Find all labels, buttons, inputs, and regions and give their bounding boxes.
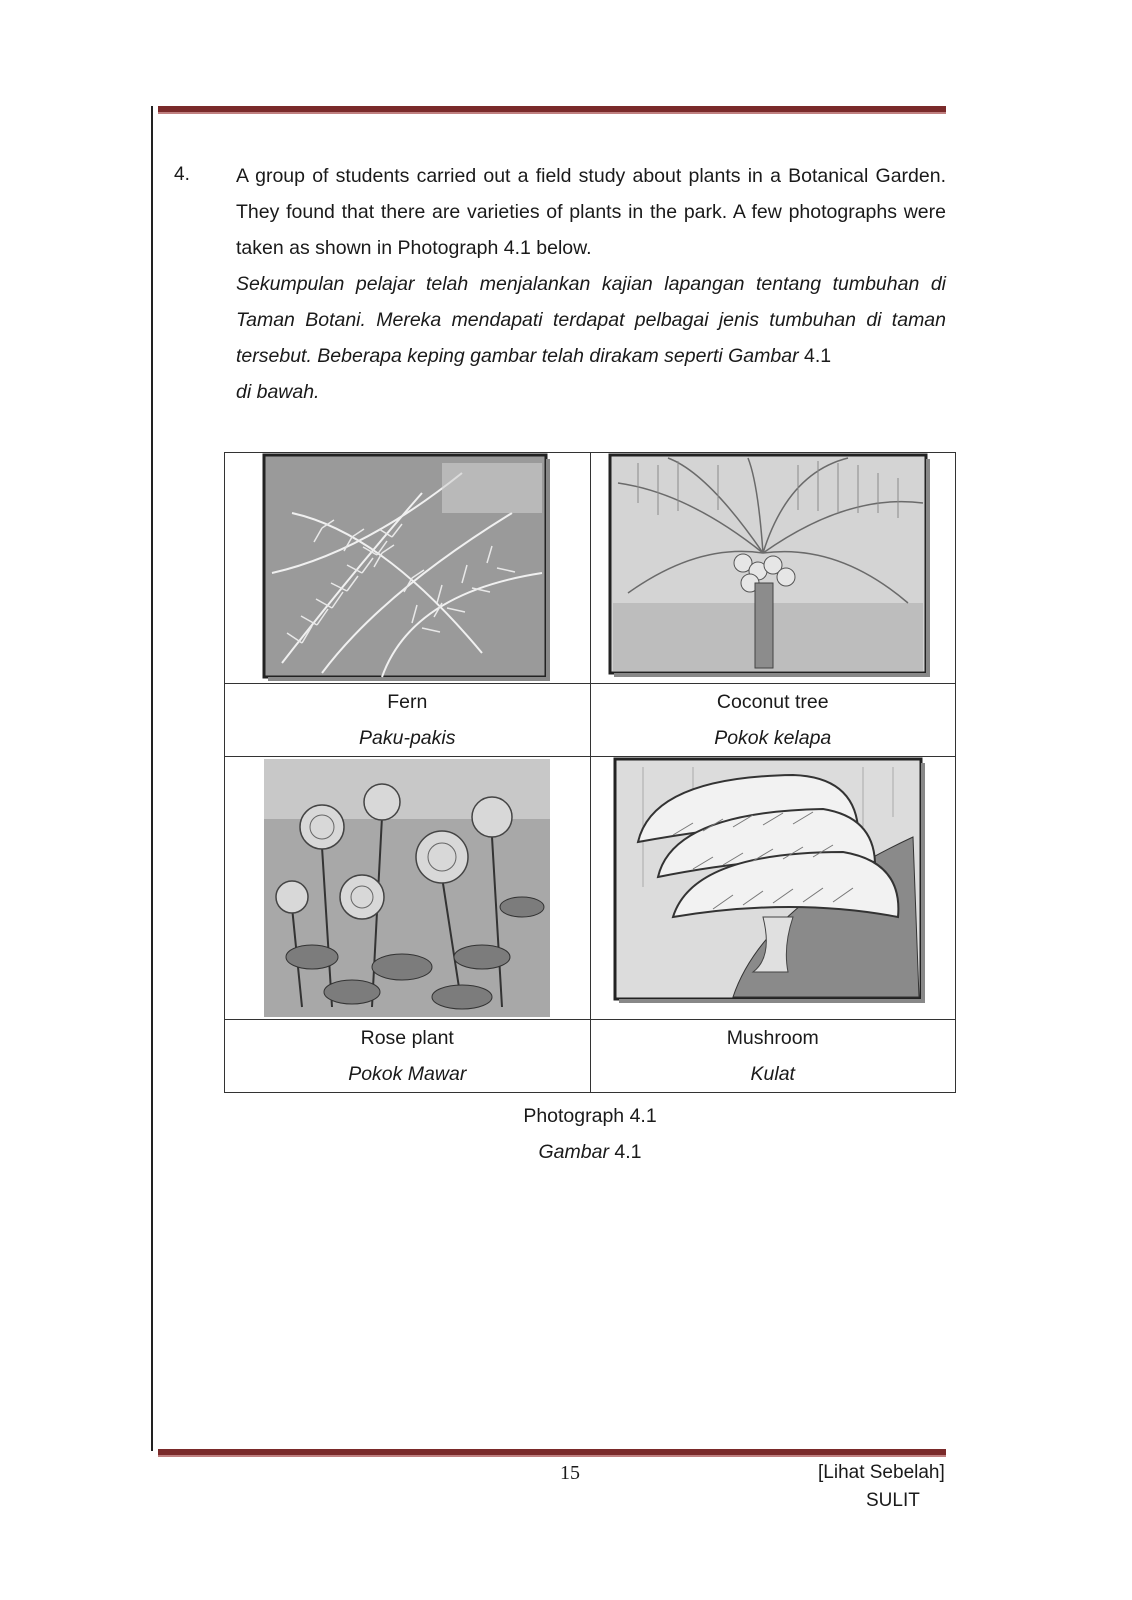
figure-caption-en: Photograph 4.1 bbox=[523, 1105, 657, 1127]
fern-photo bbox=[262, 453, 552, 683]
header-rule bbox=[158, 106, 946, 114]
photo-cell-fern bbox=[225, 453, 591, 684]
rose-plant-photo bbox=[262, 757, 552, 1019]
photo-table bbox=[224, 452, 956, 1093]
plant-name-ms: Paku-pakis bbox=[359, 727, 456, 749]
figure-caption-ms bbox=[224, 1141, 956, 1164]
figure-caption-ms-word: Gambar bbox=[538, 1141, 609, 1163]
question-text-ms-tail: di bawah. bbox=[236, 381, 320, 403]
next-page-note: [Lihat Sebelah] bbox=[818, 1462, 945, 1483]
question-text-ms-ref: 4.1 bbox=[803, 345, 832, 367]
photo-cell-coconut-tree bbox=[590, 453, 956, 684]
question-text-ms-body: Sekumpulan pelajar telah menjalankan kajian lapangan tentang tumbuhan di Taman Botani. Mereka mendapati terdapat pelbagai jenis tumbuhan di taman tersebut. Beberapa keping gambar telah dirakam seperti Gambar bbox=[236, 273, 946, 367]
caption-cell-coconut-tree bbox=[590, 684, 956, 757]
mushroom-photo bbox=[613, 757, 933, 1007]
caption-cell-rose-plant bbox=[225, 1020, 591, 1093]
plant-name-ms: Pokok Mawar bbox=[348, 1063, 467, 1085]
question-text-ms bbox=[236, 266, 946, 410]
plant-name-ms: Kulat bbox=[750, 1063, 795, 1085]
photo-cell-rose-plant bbox=[225, 757, 591, 1020]
caption-cell-mushroom bbox=[590, 1020, 956, 1093]
plant-name-en: Rose plant bbox=[360, 1027, 454, 1049]
footer-rule bbox=[158, 1449, 946, 1457]
page-number: 15 bbox=[560, 1462, 580, 1484]
classification-label: SULIT bbox=[866, 1490, 920, 1511]
margin-line bbox=[151, 106, 153, 1451]
plant-name-en: Coconut tree bbox=[716, 691, 829, 713]
plant-name-ms: Pokok kelapa bbox=[714, 727, 832, 749]
question-number: 4. bbox=[174, 164, 190, 185]
caption-cell-fern bbox=[225, 684, 591, 757]
question-text-en: A group of students carried out a field study about plants in a Botanical Garden. They found that there are varieties of plants in the park. A few photographs were taken as shown in Photograph 4.1 below. bbox=[236, 165, 946, 259]
coconut-tree-photo bbox=[608, 453, 938, 683]
plant-name-en: Fern bbox=[387, 691, 428, 713]
plant-name-en: Mushroom bbox=[726, 1027, 819, 1049]
photo-cell-mushroom bbox=[590, 757, 956, 1020]
figure-caption-ms-num: 4.1 bbox=[614, 1141, 642, 1163]
question-text bbox=[236, 158, 946, 410]
